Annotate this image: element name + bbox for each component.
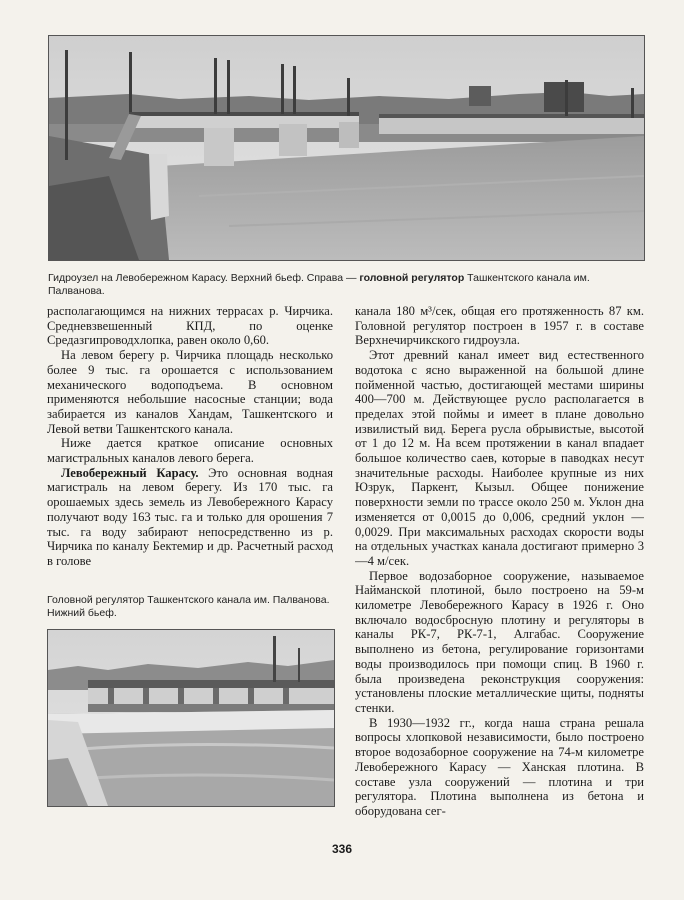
right-text-column <box>355 304 644 836</box>
left-text-column <box>47 304 333 588</box>
section-heading-levoberezhny-karasu: Левобережный Карасу. <box>61 465 199 480</box>
right-paragraph-4: В 1930—1932 гг., когда наша страна решала вопросы хлопковой независимости, было построено второе водозаборное сооружение на 74-м километре Левобережного Карасу — Ханская плотина. В составе узла сооружений — плотина и три регулятора. Плотина выполнена из бетона и оборудована сег- <box>355 715 644 818</box>
caption-part-1: Гидроузел на Левобережном Карасу. Верхний бьеф. Справа — <box>48 272 360 284</box>
left-paragraph-1: располагающимся на нижних террасах р. Чирчика. Средневзвешенный КПД, по оценке Средазгипроводхлопка, равен около 0,60. <box>47 304 333 348</box>
caption-bold-term: головной регулятор <box>359 272 465 284</box>
left-paragraph-4-text: Это основная водная магистраль на левом берегу. Из 170 тыс. га орошаемых здесь земель из Левобережного Карасу получают воду 163 тыс. га и только для орошения 7 тыс. га воду забирают непосредственно из р. Чирчика по каналу Бектемир и др. Расчетный расход в голове <box>47 465 333 568</box>
caption-part-2: Ташкентского канала им. Палванова. <box>48 272 590 297</box>
head-regulator-photo <box>47 629 335 807</box>
right-paragraph-2: Этот древний канал имеет вид естественного водотока с ясно выраженной на большой длине пойменной частью, достигающей местами ширины 400—700 м. Действующее русло располагается в пределах этой поймы и имеет в плане довольно извилистый вид. Берега русла обрывистые, высотой от 1 до 12 м. На всем протяжении в канал впадает большое количество саев, которые в паводках несут значительные расходы. Наиболее крупные из них Юзрук, Паркент, Кызыл. Общее понижение поверхности земли по трассе около 250 м. Уклон дна изменяется от 0,0015 до 0,006, средний уклон —0,0029. При максимальных расходах скорости воды на отдельных участках канала достигают примерно 3—4 м/сек. <box>355 348 644 568</box>
right-paragraph-1: канала 180 м³/сек, общая его протяженность 87 км. Головной регулятор построен в 1957 г. в составе Верхнечирчикского гидроузла. <box>355 304 644 348</box>
left-paragraph-3: Ниже дается краткое описание основных магистральных каналов левого берега. <box>47 436 333 466</box>
right-paragraph-3: Первое водозаборное сооружение, называемое Найманской плотиной, было построено на 59-м километре Левобережного Карасу в 1926 г. Оно включало водосбросную плотину и регуляторы в каналы РК-7, РК-7-1, Алгабас. Сооружение выполнено из бетона, регулирование горизонтами воды производилось при помощи спиц. В 1960 г. была произведена реконструкция сооружения: установлены плоские металлические щиты, подняты стенки. <box>355 568 644 715</box>
hydro-node-photo <box>48 35 645 261</box>
bottom-photo-caption: Головной регулятор Ташкентского канала им. Палванова. Нижний бьеф. <box>47 594 330 619</box>
page-number: 336 <box>331 842 353 856</box>
left-paragraph-2: На левом берегу р. Чирчика площадь несколько более 9 тыс. га орошается с использованием механического водоподъема. В основном применяются небольшие насосные станции; вода забирается из каналов Хандам, Ташкентского и Левой ветви Ташкентского канала. <box>47 348 333 436</box>
left-paragraph-4 <box>47 466 333 569</box>
top-photo-caption <box>48 272 648 298</box>
